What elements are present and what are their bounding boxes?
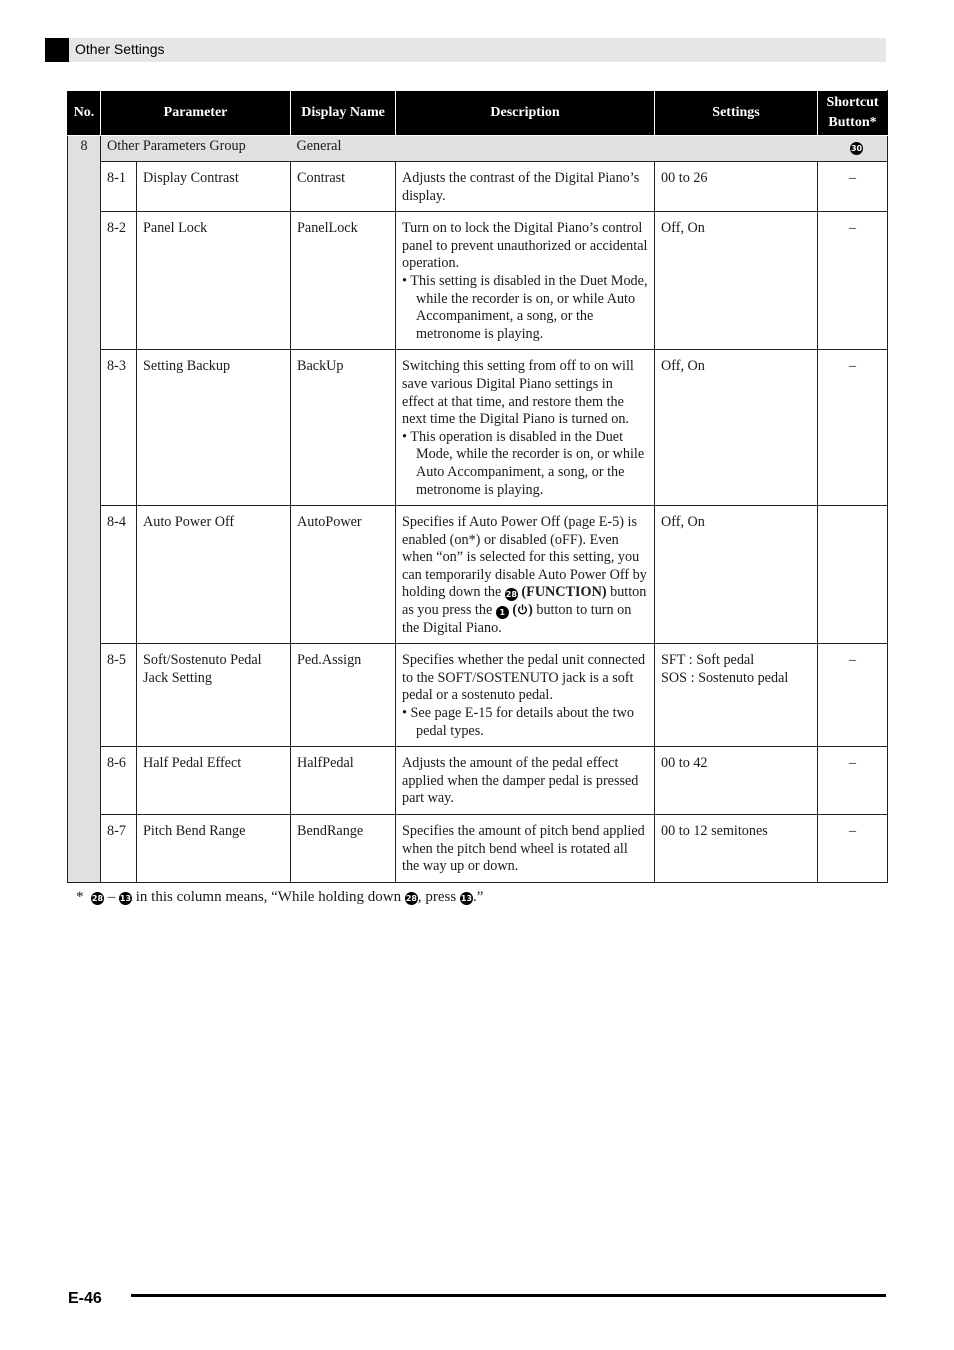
row-parameter: Panel Lock [137, 212, 291, 350]
row-parameter: Pitch Bend Range [137, 815, 291, 883]
section-header-bar [45, 38, 886, 62]
row-parameter: Display Contrast [137, 162, 291, 212]
table-footnote: * 28 – 13 in this column means, “While holding down 28, press 13.” [76, 889, 484, 905]
row-description: Turn on to lock the Digital Piano’s control panel to prevent unauthorized or accidental operation. • This setting is disabled in the Duet Mode, while the recorder is on, or while Auto Accompaniment, a song, or the metronome is playing. [396, 212, 655, 350]
function-button-label: (FUNCTION) [521, 584, 607, 601]
parameters-table [67, 90, 888, 883]
row-display-name: Ped.Assign [291, 644, 396, 747]
section-title: Other Settings [75, 41, 165, 57]
page-number: E-46 [68, 1290, 102, 1307]
row-shortcut: – [818, 815, 888, 883]
row-shortcut: – [818, 747, 888, 815]
col-header-display-name: Display Name [291, 91, 396, 136]
row-settings: Off, On [655, 350, 818, 506]
table-row [68, 506, 888, 644]
button-28-icon: 28 [505, 590, 517, 600]
button-30-icon: 30 [850, 144, 863, 153]
row-description: Specifies whether the pedal unit connected to the SOFT/SOSTENUTO jack is a soft pedal or a sostenuto pedal. • See page E-15 for details about the two pedal types. [396, 644, 655, 747]
row-shortcut [818, 506, 888, 644]
col-header-settings: Settings [655, 91, 818, 136]
col-header-shortcut: Shortcut Button* [818, 91, 888, 136]
row-shortcut: – [818, 162, 888, 212]
button-1-icon: 1 [496, 606, 509, 619]
table-row [68, 350, 888, 506]
group-name: Other Parameters Group [101, 136, 291, 162]
row-display-name: HalfPedal [291, 747, 396, 815]
row-shortcut: – [818, 350, 888, 506]
row-id: 8-2 [101, 212, 137, 350]
row-display-name: Contrast [291, 162, 396, 212]
row-settings: 00 to 12 semitones [655, 815, 818, 883]
row-display-name: BackUp [291, 350, 396, 506]
row-parameter: Auto Power Off [137, 506, 291, 644]
row-parameter: Half Pedal Effect [137, 747, 291, 815]
group-number: 8 [68, 136, 101, 883]
footer-divider [131, 1294, 886, 1297]
table-row [68, 644, 888, 747]
button-13-icon: 13 [119, 894, 132, 903]
row-id: 8-7 [101, 815, 137, 883]
row-parameter: Setting Backup [137, 350, 291, 506]
col-header-no: No. [68, 91, 101, 136]
row-parameter: Soft/Sostenuto Pedal Jack Setting [137, 644, 291, 747]
row-settings: 00 to 26 [655, 162, 818, 212]
row-id: 8-1 [101, 162, 137, 212]
group-row [68, 136, 888, 162]
row-shortcut: – [818, 212, 888, 350]
row-display-name: AutoPower [291, 506, 396, 644]
button-28-icon: 28 [405, 894, 417, 903]
table-row [68, 162, 888, 212]
col-header-parameter: Parameter [101, 91, 291, 136]
row-display-name: PanelLock [291, 212, 396, 350]
group-display-name: General [291, 136, 396, 162]
table-row [68, 212, 888, 350]
row-id: 8-3 [101, 350, 137, 506]
row-description: Switching this setting from off to on will save various Digital Piano settings in effect at that time, and restore them the next time the Digital Piano is turned on. • This operation is disabled in the Duet Mode, while the recorder is on, or while Auto Accompaniment, a song, or the metronome is playing. [396, 350, 655, 506]
row-shortcut: – [818, 644, 888, 747]
table-row [68, 747, 888, 815]
button-28-icon: 28 [91, 894, 104, 903]
row-settings: Off, On [655, 212, 818, 350]
row-settings: Off, On [655, 506, 818, 644]
row-id: 8-4 [101, 506, 137, 644]
row-display-name: BendRange [291, 815, 396, 883]
description-note: • This setting is disabled in the Duet Mode, while the recorder is on, or while Auto Accompaniment, a song, or the metronome is playing. [402, 272, 648, 342]
description-note: • This operation is disabled in the Duet Mode, while the recorder is on, or while Auto Accompaniment, a song, or the metronome is playing. [402, 428, 645, 498]
row-description: Specifies if Auto Power Off (page E-5) is enabled (on*) or disabled (oFF). Even when “on” is selected for this setting, you can temporarily disable Auto Power Off by holding down the 28 (FUNCTION) button as you press the 1 ( ) button to turn on the Digital Piano. [396, 506, 655, 644]
row-description: Adjusts the amount of the pedal effect applied when the damper pedal is pressed part way. [396, 747, 655, 815]
description-note: • See page E-15 for details about the two pedal types. [402, 705, 634, 739]
col-header-description: Description [396, 91, 655, 136]
row-id: 8-6 [101, 747, 137, 815]
table-row [68, 815, 888, 883]
section-marker [45, 38, 69, 62]
row-settings: SFT : Soft pedal SOS : Sostenuto pedal [655, 644, 818, 747]
row-id: 8-5 [101, 644, 137, 747]
row-description: Adjusts the contrast of the Digital Piano’s display. [396, 162, 655, 212]
power-icon [517, 604, 528, 615]
power-button-label: ( ) [512, 602, 533, 619]
row-settings: 00 to 42 [655, 747, 818, 815]
button-13-icon: 13 [460, 894, 473, 903]
table-header-row [68, 91, 888, 136]
group-shortcut [396, 136, 888, 162]
row-description: Specifies the amount of pitch bend applied when the pitch bend wheel is rotated all the way up or down. [396, 815, 655, 883]
